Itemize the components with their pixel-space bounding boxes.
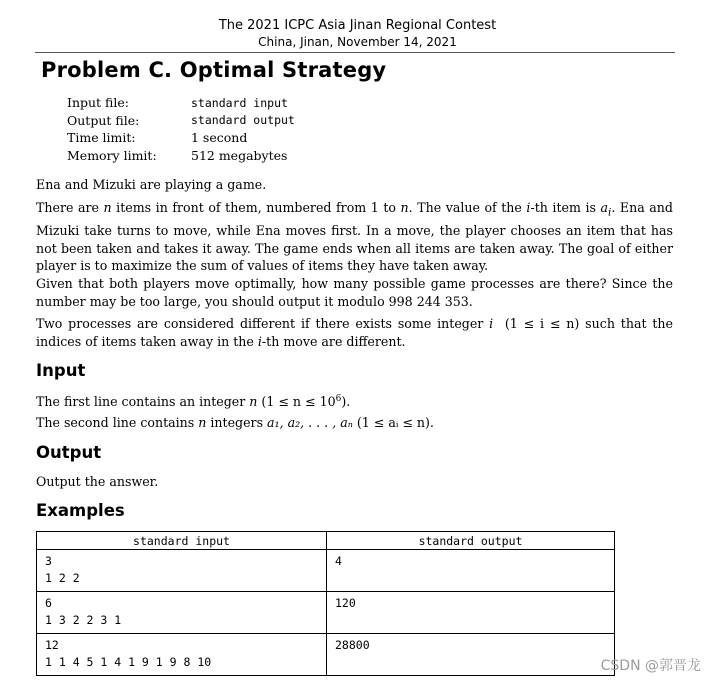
header-rule: [35, 52, 675, 53]
limit-value: 1 second: [191, 130, 248, 146]
examples-col-input: standard input: [37, 532, 327, 550]
output-heading: Output: [36, 443, 102, 462]
table-row: [37, 634, 615, 676]
limit-value: standard input: [191, 95, 288, 110]
statement-p1: Ena and Mizuki are playing a game.: [36, 177, 267, 192]
example-output-cell: 28800: [327, 634, 615, 676]
limit-row: [67, 94, 295, 112]
limit-key: Memory limit:: [67, 147, 157, 163]
limits-table: [67, 94, 295, 164]
output-text: Output the answer.: [36, 474, 159, 489]
limit-key: Input file:: [67, 95, 129, 111]
limit-value: standard output: [191, 113, 295, 128]
examples-table: [36, 531, 615, 676]
example-output-cell: 120: [327, 592, 615, 634]
example-input-cell: 6 1 3 2 2 3 1: [37, 592, 327, 634]
table-row: [37, 592, 615, 634]
contest-place-date: China, Jinan, November 14, 2021: [258, 35, 457, 49]
contest-name: The 2021 ICPC Asia Jinan Regional Contest: [218, 18, 497, 33]
page-header: [0, 17, 715, 50]
problem-title: Problem C. Optimal Strategy: [41, 58, 387, 82]
examples-col-output: standard output: [327, 532, 615, 550]
example-input-cell: 12 1 1 4 5 1 4 1 9 1 9 8 10: [37, 634, 327, 676]
limit-row: [67, 147, 295, 165]
statement-p3: Given that both players move optimally, how many possible game processes are there? Since the number may be too large, you should output it modulo 998 244 353.: [36, 276, 673, 309]
limit-key: Output file:: [67, 112, 140, 128]
limit-key: Time limit:: [67, 130, 136, 146]
example-output-cell: 4: [327, 550, 615, 592]
statement-p2: There are n items in front of them, numbered from 1 to n. The value of the i-th item is $a_i$. Ena and Mizuki take turns to move, while Ena moves first. In a move, the player chooses an item that has not been taken and takes it away. The game ends when all items are taken away. The goal of either player is to maximize the sum of values of items they have taken away.: [36, 200, 673, 274]
limit-row: [67, 112, 295, 130]
limit-value: 512 megabytes: [191, 147, 288, 163]
example-input-cell: 3 1 2 2: [37, 550, 327, 592]
watermark: CSDN @郭晋龙: [600, 658, 701, 674]
input-heading: Input: [36, 361, 86, 380]
input-line-2: The second line contains n integers a₁, a₂, . . . , aₙ (1 ≤ aᵢ ≤ n).: [36, 415, 434, 430]
statement-p4: Two processes are considered different if there exists some integer i (1 ≤ i ≤ n) such that the indices of items taken away in the i-th move are different.: [36, 316, 673, 349]
examples-heading: Examples: [36, 501, 125, 520]
table-row: [37, 550, 615, 592]
limit-row: [67, 129, 295, 147]
input-line-1: The first line contains an integer n $(1 \le n \le 10^6)$.: [36, 394, 351, 410]
